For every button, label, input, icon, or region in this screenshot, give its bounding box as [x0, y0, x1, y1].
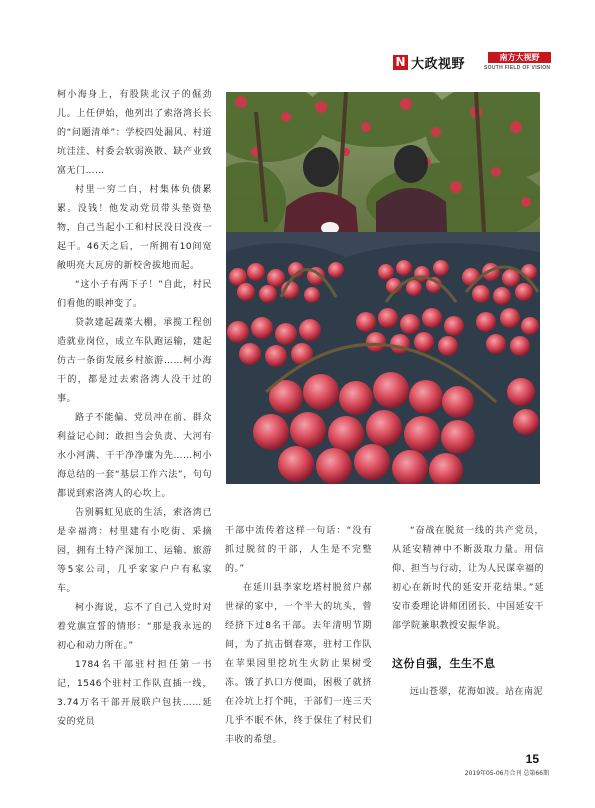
column-3 — [392, 522, 544, 702]
paragraph: “奋战在脱贫一线的共产党员，从延安精神中不断汲取力量。用信仰、担当与行动，让为人民谋幸福的初心在新时代的延安开花结果。”延安市委理论讲师团团长、中国延安干部学院兼职教授安振华说。 — [392, 526, 545, 631]
magazine-logo-english: SOUTH FIELD OF VISION — [484, 65, 551, 71]
column-2 — [225, 522, 372, 750]
paragraph: 告别羁虹见底的生活，索洛湾已是幸福湾：村里建有小吃街、采摘园，拥有土特产深加工、运输、旅游等5家公司，几乎家家户户有私家车。 — [57, 508, 212, 594]
paragraph: 干部中流传着这样一句话：“没有抓过脱贫的干部，人生是不完整的。” — [225, 526, 372, 574]
page-header — [393, 52, 573, 74]
column-1 — [57, 86, 212, 732]
issue-info: 2019年05-06月合刊 总第66期 — [464, 770, 549, 777]
paragraph: 柯小海说，忘不了自己入党时对着党旗宣誓的情形：“那是我永远的初心和动力所在。” — [57, 603, 212, 651]
section-subheading: 这份自强，生生不息 — [392, 657, 496, 670]
n-logo-icon: N — [393, 55, 408, 70]
apple-harvest-photo — [226, 92, 540, 484]
paragraph: “这小子有两下子！”自此，村民们看他的眼神变了。 — [57, 280, 212, 309]
paragraph: 远山苍翠，花海如波。站在南泥 — [410, 687, 544, 697]
paragraph: 在延川县李家圪塔村脱贫户郝世禄的家中，一个半大的坑头，曾经挤下过8名干部。去年清明节期间，为了抗击倒春寒，驻村工作队在苹果园里挖坑生火防止果树受冻。饿了扒口方便面，困极了就挤在冷坑上打个盹，干部们一连三天几乎不眠不休，终于保住了村民们丰收的希望。 — [225, 583, 372, 745]
section-title: 大政视野 — [411, 57, 466, 72]
paragraph: 贷款建起蔬菜大棚，承揽工程创造就业岗位，成立车队跑运输，建起仿古一条街发展乡村旅游……柯小海干的，都是过去索洛湾人没干过的事。 — [57, 318, 212, 404]
page-number: 15 — [525, 752, 539, 766]
paragraph: 路子不能偏、党员冲在前、群众利益记心间；敢担当会负责、大河有水小河满、干干净净廉为先……柯小海总结的一套“基层工作六法”，句句都说到索洛湾人的心坎上。 — [57, 413, 212, 499]
paragraph: 柯小海身上，有股陕北汉子的倔劲儿。上任伊始，他列出了索洛湾长长的“问题清单”：学校四处漏风、村道坑洼洼、村委会软弱涣散、缺产业致富无门…… — [57, 90, 212, 176]
photo-illustration — [226, 92, 540, 484]
paragraph: 1784名干部驻村担任第一书记，1546个驻村工作队直插一线，3.74万名干部开展联户包扶……延安的党员 — [57, 660, 212, 727]
magazine-logo: 南方大视野 — [488, 52, 551, 63]
paragraph: 村里一穷二白，村集体负债累累。没钱！他发动党员带头垫资垫物，自己当起小工和村民没日没夜一起干。46天之后，一所拥有10间宽敞明亮大瓦房的新校舍拔地而起。 — [57, 185, 212, 271]
